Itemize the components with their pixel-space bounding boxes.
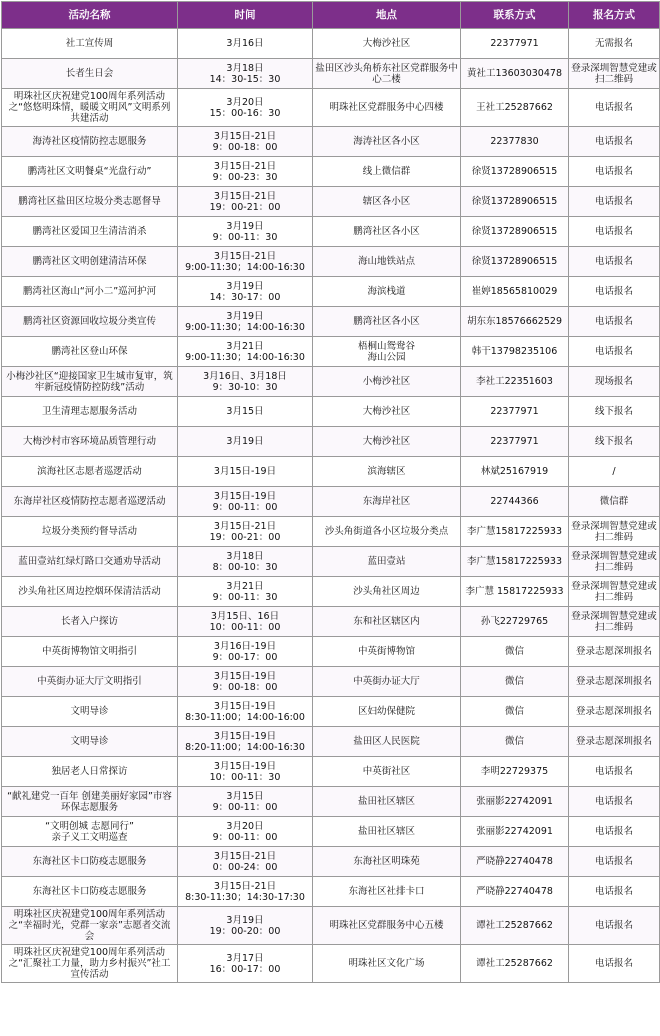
contact-cell: 李广慧 15817225933 — [461, 577, 569, 607]
table-row — [2, 727, 660, 757]
table-row — [2, 89, 660, 127]
activity-name-cell: 东海岸社区疫情防控志愿者巡逻活动 — [2, 487, 178, 517]
time-cell: 3月15日-19日 9：00-18：00 — [178, 667, 313, 697]
place-cell: 盐田社区辖区 — [313, 817, 461, 847]
table-row — [2, 29, 660, 59]
time-cell: 3月15日-21日 19：00-21：00 — [178, 517, 313, 547]
time-cell: 3月20日 9：00-11：00 — [178, 817, 313, 847]
time-cell: 3月16日、3月18日 9：30-10：30 — [178, 367, 313, 397]
activity-name-cell: 卫生清理志愿服务活动 — [2, 397, 178, 427]
table-row — [2, 187, 660, 217]
header-signup: 报名方式 — [569, 2, 660, 29]
time-cell: 3月17日 16：00-17：00 — [178, 945, 313, 983]
time-cell: 3月19日 14：30-17：00 — [178, 277, 313, 307]
place-cell: 东海岸社区 — [313, 487, 461, 517]
header-contact: 联系方式 — [461, 2, 569, 29]
time-cell: 3月16日 — [178, 29, 313, 59]
place-cell: 线上微信群 — [313, 157, 461, 187]
table-row — [2, 907, 660, 945]
place-cell: 东海社区明珠苑 — [313, 847, 461, 877]
table-header — [2, 2, 660, 29]
signup-cell: 登录深圳智慧党建或扫二维码 — [569, 607, 660, 637]
place-cell: 明珠社区文化广场 — [313, 945, 461, 983]
contact-cell: 李广慧15817225933 — [461, 547, 569, 577]
contact-cell: 林斌25167919 — [461, 457, 569, 487]
table-row — [2, 577, 660, 607]
table-row — [2, 307, 660, 337]
activity-name-cell: 文明导诊 — [2, 697, 178, 727]
time-cell: 3月15日、16日 10：00-11：00 — [178, 607, 313, 637]
activity-name-cell: 东海社区卡口防疫志愿服务 — [2, 877, 178, 907]
table-row — [2, 817, 660, 847]
place-cell: 蓝田壹站 — [313, 547, 461, 577]
contact-cell: 李明22729375 — [461, 757, 569, 787]
place-cell: 区妇幼保健院 — [313, 697, 461, 727]
activity-name-cell: 沙头角社区周边控烟环保清洁活动 — [2, 577, 178, 607]
time-cell: 3月18日 14：30-15：30 — [178, 59, 313, 89]
signup-cell: 登录志愿深圳报名 — [569, 637, 660, 667]
contact-cell: 22377971 — [461, 29, 569, 59]
place-cell: 鹏湾社区各小区 — [313, 217, 461, 247]
contact-cell: 张丽影22742091 — [461, 787, 569, 817]
contact-cell: 李广慧15817225933 — [461, 517, 569, 547]
signup-cell: 现场报名 — [569, 367, 660, 397]
time-cell: 3月15日-19日 8:30-11:00；14:00-16:00 — [178, 697, 313, 727]
contact-cell: 22744366 — [461, 487, 569, 517]
table-row — [2, 337, 660, 367]
contact-cell: 徐贤13728906515 — [461, 187, 569, 217]
table-row — [2, 637, 660, 667]
header-time: 时间 — [178, 2, 313, 29]
time-cell: 3月20日 15：00-16：30 — [178, 89, 313, 127]
place-cell: 中英街社区 — [313, 757, 461, 787]
table-row — [2, 847, 660, 877]
activity-name-cell: 独居老人日常探访 — [2, 757, 178, 787]
activity-name-cell: 明珠社区庆祝建党100周年系列活动之“悠悠明珠情，暖暖文明风”文明系列共建活动 — [2, 89, 178, 127]
place-cell: 沙头角街道各小区垃圾分类点 — [313, 517, 461, 547]
activity-name-cell: 滨海社区志愿者巡逻活动 — [2, 457, 178, 487]
table-row — [2, 427, 660, 457]
activity-name-cell: 鹏湾社区盐田区垃圾分类志愿督导 — [2, 187, 178, 217]
contact-cell: 崔婷18565810029 — [461, 277, 569, 307]
contact-cell: 22377971 — [461, 427, 569, 457]
signup-cell: 无需报名 — [569, 29, 660, 59]
contact-cell: 严晓静22740478 — [461, 877, 569, 907]
time-cell: 3月18日 8：00-10：30 — [178, 547, 313, 577]
signup-cell: 电话报名 — [569, 337, 660, 367]
table-body — [2, 29, 660, 983]
contact-cell: 张丽影22742091 — [461, 817, 569, 847]
time-cell: 3月21日 9：00-11：30 — [178, 577, 313, 607]
table-row — [2, 547, 660, 577]
signup-cell: 电话报名 — [569, 157, 660, 187]
place-cell: 盐田社区辖区 — [313, 787, 461, 817]
signup-cell: 电话报名 — [569, 945, 660, 983]
header-place: 地点 — [313, 2, 461, 29]
table-row — [2, 517, 660, 547]
contact-cell: 徐贤13728906515 — [461, 217, 569, 247]
signup-cell: 电话报名 — [569, 217, 660, 247]
signup-cell: 登录志愿深圳报名 — [569, 727, 660, 757]
activity-name-cell: 文明导诊 — [2, 727, 178, 757]
time-cell: 3月16日-19日 9：00-17：00 — [178, 637, 313, 667]
activity-name-cell: 鹏湾社区爱国卫生清洁消杀 — [2, 217, 178, 247]
contact-cell: 韩干13798235106 — [461, 337, 569, 367]
header-name: 活动名称 — [2, 2, 178, 29]
table-row — [2, 607, 660, 637]
activity-name-cell: 中英街博物馆文明指引 — [2, 637, 178, 667]
activity-name-cell: “文明创城 志愿同行” 亲子义工文明巡查 — [2, 817, 178, 847]
time-cell: 3月15日-19日 8:20-11:00；14:00-16:30 — [178, 727, 313, 757]
signup-cell: 电话报名 — [569, 757, 660, 787]
contact-cell: 黄社工13603030478 — [461, 59, 569, 89]
signup-cell: 电话报名 — [569, 847, 660, 877]
signup-cell: 电话报名 — [569, 817, 660, 847]
signup-cell: 电话报名 — [569, 877, 660, 907]
contact-cell: 李社工22351603 — [461, 367, 569, 397]
table-row — [2, 945, 660, 983]
signup-cell: 电话报名 — [569, 89, 660, 127]
signup-cell: 电话报名 — [569, 907, 660, 945]
activity-name-cell: 鹏湾社区登山环保 — [2, 337, 178, 367]
place-cell: 大梅沙社区 — [313, 427, 461, 457]
activity-name-cell: 蓝田壹站红绿灯路口交通劝导活动 — [2, 547, 178, 577]
time-cell: 3月15日-21日 9：00-18：00 — [178, 127, 313, 157]
time-cell: 3月19日 9:00-11:30；14:00-16:30 — [178, 307, 313, 337]
time-cell: 3月15日-21日 0：00-24：00 — [178, 847, 313, 877]
signup-cell: 登录志愿深圳报名 — [569, 697, 660, 727]
activity-name-cell: 鹏湾社区资源回收垃圾分类宣传 — [2, 307, 178, 337]
table-row — [2, 697, 660, 727]
activity-name-cell: 鹏湾社区文明餐桌“光盘行动” — [2, 157, 178, 187]
time-cell: 3月15日-21日 9：00-23：30 — [178, 157, 313, 187]
contact-cell: 谭社工25287662 — [461, 907, 569, 945]
place-cell: 大梅沙社区 — [313, 29, 461, 59]
activity-table — [1, 1, 660, 983]
contact-cell: 微信 — [461, 667, 569, 697]
activity-name-cell: 海涛社区疫情防控志愿服务 — [2, 127, 178, 157]
place-cell: 东和社区辖区内 — [313, 607, 461, 637]
activity-name-cell: 中英街办证大厅文明指引 — [2, 667, 178, 697]
header-row — [2, 2, 660, 29]
signup-cell: 电话报名 — [569, 277, 660, 307]
table-row — [2, 457, 660, 487]
time-cell: 3月15日-21日 19：00-21：00 — [178, 187, 313, 217]
activity-name-cell: “献礼建党一百年 创建美丽好家园”市容环保志愿服务 — [2, 787, 178, 817]
time-cell: 3月15日-19日 — [178, 457, 313, 487]
activity-name-cell: 东海社区卡口防疫志愿服务 — [2, 847, 178, 877]
table-row — [2, 59, 660, 89]
table-row — [2, 397, 660, 427]
table-row — [2, 487, 660, 517]
place-cell: 盐田区沙头角桥东社区党群服务中心二楼 — [313, 59, 461, 89]
contact-cell: 胡东东18576662529 — [461, 307, 569, 337]
place-cell: 鹏湾社区各小区 — [313, 307, 461, 337]
table-row — [2, 217, 660, 247]
signup-cell: 线下报名 — [569, 427, 660, 457]
contact-cell: 22377971 — [461, 397, 569, 427]
activity-name-cell: 长者入户探访 — [2, 607, 178, 637]
place-cell: 中英街办证大厅 — [313, 667, 461, 697]
place-cell: 明珠社区党群服务中心四楼 — [313, 89, 461, 127]
contact-cell: 严晓静22740478 — [461, 847, 569, 877]
time-cell: 3月15日 9：00-11：00 — [178, 787, 313, 817]
table-row — [2, 247, 660, 277]
table-row — [2, 757, 660, 787]
activity-name-cell: 社工宣传周 — [2, 29, 178, 59]
place-cell: 海涛社区各小区 — [313, 127, 461, 157]
signup-cell: 电话报名 — [569, 787, 660, 817]
time-cell: 3月21日 9:00-11:30；14:00-16:30 — [178, 337, 313, 367]
place-cell: 沙头角社区周边 — [313, 577, 461, 607]
time-cell: 3月15日-19日 9：00-11：00 — [178, 487, 313, 517]
activity-name-cell: 明珠社区庆祝建党100周年系列活动之“汇聚社工力量，助力乡村振兴”社工宣传活动 — [2, 945, 178, 983]
place-cell: 梧桐山鸳鸯谷 海山公园 — [313, 337, 461, 367]
contact-cell: 微信 — [461, 697, 569, 727]
signup-cell: 电话报名 — [569, 187, 660, 217]
place-cell: 小梅沙社区 — [313, 367, 461, 397]
signup-cell: 电话报名 — [569, 127, 660, 157]
table-row — [2, 667, 660, 697]
table-row — [2, 127, 660, 157]
place-cell: 明珠社区党群服务中心五楼 — [313, 907, 461, 945]
signup-cell: 线下报名 — [569, 397, 660, 427]
time-cell: 3月15日-19日 10：00-11：30 — [178, 757, 313, 787]
table-row — [2, 367, 660, 397]
table-row — [2, 277, 660, 307]
table-row — [2, 877, 660, 907]
contact-cell: 徐贤13728906515 — [461, 247, 569, 277]
signup-cell: / — [569, 457, 660, 487]
contact-cell: 孙飞22729765 — [461, 607, 569, 637]
activity-name-cell: 明珠社区庆祝建党100周年系列活动之“幸福时光，党群一家亲”志愿者交流会 — [2, 907, 178, 945]
signup-cell: 微信群 — [569, 487, 660, 517]
signup-cell: 登录深圳智慧党建或扫二维码 — [569, 547, 660, 577]
contact-cell: 微信 — [461, 637, 569, 667]
time-cell: 3月15日-21日 9:00-11:30；14:00-16:30 — [178, 247, 313, 277]
contact-cell: 微信 — [461, 727, 569, 757]
signup-cell: 电话报名 — [569, 307, 660, 337]
activity-name-cell: 鹏湾社区海山“河小二”巡河护河 — [2, 277, 178, 307]
place-cell: 大梅沙社区 — [313, 397, 461, 427]
place-cell: 滨海辖区 — [313, 457, 461, 487]
time-cell: 3月15日-21日 8:30-11:30；14:30-17:30 — [178, 877, 313, 907]
table-row — [2, 787, 660, 817]
activity-name-cell: 大梅沙村市容环境品质管理行动 — [2, 427, 178, 457]
signup-cell: 电话报名 — [569, 247, 660, 277]
contact-cell: 谭社工25287662 — [461, 945, 569, 983]
time-cell: 3月15日 — [178, 397, 313, 427]
place-cell: 辖区各小区 — [313, 187, 461, 217]
activity-name-cell: 垃圾分类预约督导活动 — [2, 517, 178, 547]
contact-cell: 王社工25287662 — [461, 89, 569, 127]
contact-cell: 22377830 — [461, 127, 569, 157]
place-cell: 盐田区人民医院 — [313, 727, 461, 757]
place-cell: 东海社区社排卡口 — [313, 877, 461, 907]
contact-cell: 徐贤13728906515 — [461, 157, 569, 187]
activity-name-cell: 鹏湾社区文明创建清洁环保 — [2, 247, 178, 277]
signup-cell: 登录深圳智慧党建或扫二维码 — [569, 59, 660, 89]
place-cell: 中英街博物馆 — [313, 637, 461, 667]
time-cell: 3月19日 9：00-11：30 — [178, 217, 313, 247]
activity-name-cell: 小梅沙社区“迎接国家卫生城市复审，筑牢新冠疫情防控防线”活动 — [2, 367, 178, 397]
time-cell: 3月19日 — [178, 427, 313, 457]
activity-name-cell: 长者生日会 — [2, 59, 178, 89]
signup-cell: 登录深圳智慧党建或扫二维码 — [569, 577, 660, 607]
signup-cell: 登录志愿深圳报名 — [569, 667, 660, 697]
place-cell: 海山地铁站点 — [313, 247, 461, 277]
place-cell: 海滨栈道 — [313, 277, 461, 307]
time-cell: 3月19日 19：00-20：00 — [178, 907, 313, 945]
signup-cell: 登录深圳智慧党建或扫二维码 — [569, 517, 660, 547]
table-row — [2, 157, 660, 187]
